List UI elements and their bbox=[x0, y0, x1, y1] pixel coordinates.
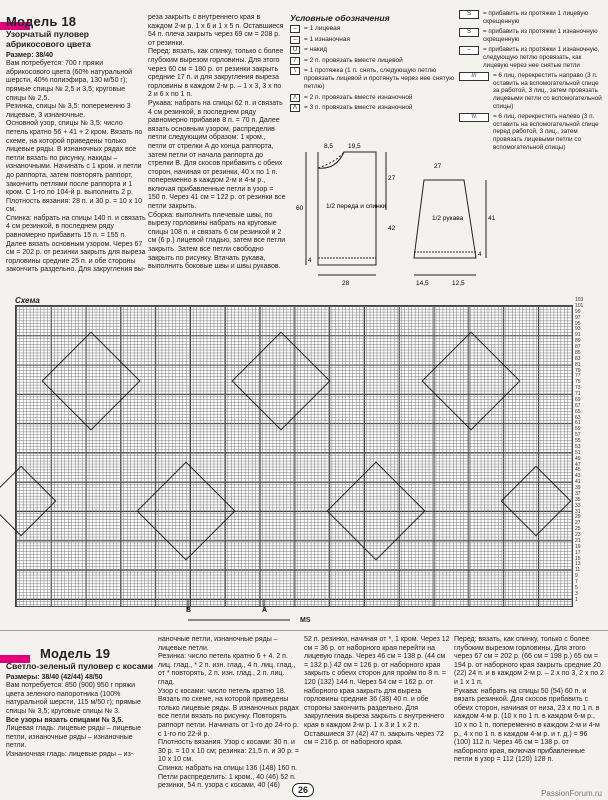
legend-text: = 6 лиц. перекрестить направо (3 п. оставить на вспомогательной спице за работой, 3 лиц., затем провязать лицевыми петли со вспомогательной спицы) bbox=[493, 72, 602, 110]
chart-motif bbox=[42, 332, 141, 431]
chart-row-number: 93 bbox=[575, 326, 581, 333]
chart-row-number: 103 bbox=[575, 297, 584, 303]
chart-row-number: 49 bbox=[575, 455, 581, 462]
model19-back: Спинка: набрать на спицы 136 (148) 160 п. Петли распределить: 1 кром., 40 (46) 52 п. резинки, 54 п. узора с косами, 40 (46) bbox=[158, 764, 297, 790]
model18-main-pattern: Основной узор, спицы № 3,5: число петель кратно 56 + 41 + 2 кром. Вязать по схеме, на которой приведены только лицевые ряды. В изнаночных рядах все петли вязать по рисунку, накиды – изнаночными. Начинать с 1 кром. и петли до раппорта, затем повторять раппорт, закончить петлями после раппорта и 1 кром. С 1-го по 104-й р. выполнить 2 р. bbox=[6, 120, 143, 197]
chart-row-number: 57 bbox=[575, 432, 581, 439]
model19-reverse-cont: наночные петли, изнаночные ряды – лицевые петли. bbox=[158, 636, 278, 652]
model19-sizes: Размеры: 38/40 (42/44) 48/50 bbox=[6, 673, 103, 681]
dim-shoulder: 8,5 bbox=[324, 143, 334, 150]
dim-sleeve-cuff: 14,5 bbox=[416, 280, 429, 287]
dim-width: 28 bbox=[342, 280, 350, 287]
dim-sleeve-rib: 4 bbox=[478, 252, 482, 258]
legend-item bbox=[290, 46, 455, 54]
knitting-chart-grid bbox=[15, 305, 573, 607]
legend-item bbox=[290, 67, 455, 91]
chart-row-number: 9 bbox=[575, 573, 578, 580]
dim-sleeve-half: 12,5 bbox=[452, 280, 465, 287]
chart-row-number: 5 bbox=[575, 584, 578, 591]
rapport-bracket bbox=[180, 600, 300, 630]
chart-row-number: 29 bbox=[575, 514, 581, 521]
chart-row-number: 11 bbox=[575, 567, 581, 574]
model18-gauge: Плотность вязания: 28 п. и 30 р. = 10 х 10 см. bbox=[6, 197, 142, 214]
model19-column-3 bbox=[304, 636, 450, 748]
model18-title: Модель 18 bbox=[6, 14, 77, 29]
purl-symbol-icon: – bbox=[290, 36, 300, 44]
legend-text: = 6 лиц. перекрестить налево (3 п. оставить на вспомогательной спице перед работой, 3 лиц., затем провязать лицевыми петли со вспомогательной спицы) bbox=[493, 113, 599, 151]
increase-slip-icon: – bbox=[459, 46, 479, 55]
chart-row-number: 55 bbox=[575, 438, 581, 444]
p3tog-symbol-icon: Λ bbox=[290, 104, 300, 112]
chart-row-number: 41 bbox=[575, 479, 581, 486]
model18-column-1 bbox=[6, 14, 146, 275]
chart-row-numbers bbox=[575, 298, 603, 608]
p2tog-symbol-icon: /\ bbox=[290, 94, 300, 102]
model19-needles: Все узоры вязать спицами № 3,5. bbox=[6, 716, 124, 724]
legend-text: = прибавить из протяжки 1 изнаночную скрещенную bbox=[483, 28, 598, 43]
chart-row-number: 79 bbox=[575, 367, 581, 374]
watermark: PassionForum.ru bbox=[541, 789, 602, 798]
legend-item bbox=[290, 104, 455, 112]
chart-motif bbox=[137, 462, 236, 561]
legend-text: = 2 п. провязать вместе изнаночной bbox=[304, 93, 413, 101]
model18-back-cont: реза закрыть с внутреннего края в каждом 2-м р. 1 х 6 и 1 х 5 п. Оставшиеся 54 п. плеча закрыть через 69 см = 208 р. от резинки. bbox=[148, 14, 284, 47]
legend-item bbox=[290, 36, 455, 44]
increase-knit-icon: S bbox=[459, 10, 479, 19]
chart-row-number: 45 bbox=[575, 467, 581, 474]
chart-row-number: 37 bbox=[575, 490, 581, 497]
cable-right-icon: /// bbox=[459, 72, 489, 81]
sleeve-label: 1/2 рукава bbox=[432, 215, 464, 222]
model19-materials: Вам потребуется: 850 (900) 950 г пряжи цвета зеленого папоротника (100% натуральной шерсти, 115 м/50 г); прямые спицы № 3,5; круговые спицы № 3. bbox=[6, 682, 141, 715]
chart-row-number: 47 bbox=[575, 461, 581, 468]
model18-assembly: Сборка: выполнить плечевые швы, по вырезу горловины набрать на круговые спицы 108 п. и связать 6 см резинкой и 2 см (6 р.) лицевой гладью, затем все петли закрыть. Затем все петли свободно закрыть по рисунку. Втачать рукава, выполнить боковые швы и швы рукавов. bbox=[148, 211, 286, 271]
model18-subtitle: Узорчатый пуловер абрикосового цвета bbox=[6, 28, 91, 49]
chart-row-number: 39 bbox=[575, 485, 581, 491]
legend-text: = 1 протяжка (1 п. снять, следующую петлю провязать лицевой и протянуть через нее снятую петлю) bbox=[304, 67, 454, 90]
chart-row-number: 71 bbox=[575, 391, 581, 397]
model19-title: Модель 19 bbox=[40, 646, 111, 661]
model19-gauge: Плотность вязания. Узор с косами: 30 п. и 30 р. = 10 х 10 см; резинка: 21,5 п. и 30 р. = 10 х 10 см. bbox=[158, 739, 299, 764]
chart-row-number: 1 bbox=[575, 596, 578, 603]
model18-size: Размер: 38/40 bbox=[6, 51, 54, 59]
legend-item bbox=[290, 57, 455, 65]
chart-row-number: 15 bbox=[575, 555, 581, 562]
model19-rib: Резинка: число петель кратно 6 + 4. 2 п. лиц. глад., * 2 п. изн. глад., 4 п. лиц. глад., от * повторять, 2 п. изн. глад., 2 п. лиц. глад. bbox=[158, 653, 296, 686]
chart-row-number: 35 bbox=[575, 496, 581, 503]
increase-purl-icon: S bbox=[459, 28, 479, 37]
model18-materials: Вам потребуется: 700 г пряжи абрикосового цвета (60% натуральной шерсти, 40% полиэфира, 130 м/50 г); прямые спицы № 2,5 и 3,5; круговые спицы № 2,5. bbox=[6, 60, 133, 102]
model19-sleeves: Рукава: набрать на спицы 50 (54) 60 п. и вязать резинкой. Для скосов прибавить с обеих сторон, начиная от низа, 23 х по 1 п. в каждом 4-м р. (10 х по 1 п. в каждом 6-м р., 10 х по 1 п. попеременно в каждом 2-м и 4-м р., 4 х по 1 п. в каждом 4-м р. и т. д.) = 96 (100) 112 п. Через 46 см = 138 р. от наборного края, включая прибавленные петли в узор = 112 (120) 128 п. bbox=[454, 687, 600, 764]
legend-item bbox=[459, 46, 604, 69]
chart-row-number: 43 bbox=[575, 473, 581, 480]
k2tog-symbol-icon: / bbox=[290, 57, 300, 65]
legend-item bbox=[290, 94, 455, 102]
model19-front: Перед: вязать, как спинку, только с более глубоким вырезом горловины. Для этого через 67 см = 202 р. (66 см = 198 р.) 65 см = 194 р. от наборного края закрыть средние 20 (22) 24 п. и в каждом 2-м р. – 2 х по 3, 2 х по 2 и 1 х 1 п. bbox=[454, 636, 604, 686]
chart-row-number: 17 bbox=[575, 549, 581, 556]
chart-row-number: 21 bbox=[575, 537, 581, 544]
chart-row-number: 33 bbox=[575, 502, 581, 509]
model19-subtitle: Светло-зеленый пуловер с косами bbox=[6, 660, 154, 671]
chart-row-number: 77 bbox=[575, 373, 581, 380]
dim-neck: 19,5 bbox=[348, 143, 361, 150]
yarn-over-symbol-icon: U bbox=[290, 46, 300, 54]
chart-motif bbox=[327, 462, 426, 561]
chart-row-number: 23 bbox=[575, 532, 581, 538]
chart-row-number: 19 bbox=[575, 543, 581, 550]
legend-text: = 1 изнаночная bbox=[304, 35, 351, 43]
chart-row-number: 67 bbox=[575, 402, 581, 409]
chart-row-number: 63 bbox=[575, 414, 581, 421]
legend-text: = прибавить из протяжки 1 лицевую скрещенную bbox=[483, 10, 589, 25]
legend bbox=[290, 14, 455, 115]
chart-row-number: 25 bbox=[575, 526, 581, 533]
model19-cable-pattern: Узор с косами: число петель кратно 18. Вязать по схеме, на которой приведены только лицевые ряды. В изнаночных рядах все петли вязать по рисунку. Повторять раппорт петли. Начинать от 1-го до 24-го р. с 1-го по 22-й р. bbox=[158, 687, 299, 738]
page-number: 26 bbox=[292, 783, 314, 797]
model19-reverse: Изнаночная гладь: лицевые ряды – из- bbox=[6, 750, 134, 758]
chart-row-number: 75 bbox=[575, 379, 581, 386]
model18-back: Спинка: набрать на спицы 140 п. и связать 4 см резинкой, в последнем ряду равномерно прибавить 15 п. = 155 п. Далее вязать основным узором. Через 67 см = 202 р. от резинки закрыть для выреза горловины средние 25 п. и обе стороны закончить раздельно. Для закругления вы- bbox=[6, 214, 146, 274]
legend-item bbox=[459, 72, 604, 110]
model18-rib: Резинка, спицы № 3,5: попеременно 3 лицевые, 3 изнаночные. bbox=[6, 103, 131, 119]
chart-motif bbox=[422, 332, 521, 431]
chart-row-number: 83 bbox=[575, 355, 581, 362]
legend-title: Условные обозначения bbox=[290, 13, 390, 23]
legend-text: = накид bbox=[304, 46, 328, 53]
dim-armhole: 27 bbox=[388, 175, 396, 182]
model19-column-4 bbox=[454, 636, 604, 765]
legend-text: = 2 п. провязать вместе лицевой bbox=[304, 56, 403, 64]
chart-row-number: 61 bbox=[575, 420, 581, 427]
model18-front: Перед: вязать, как спинку, только с более глубоким вырезом горловины. Для этого через 60 см = 180 р. от резинки закрыть средние 17 п. и для закругления выреза горловины в каждом 2-м р. – 1 х 3, 3 х по 2 и 6 х по 1 п. bbox=[148, 48, 284, 99]
legend-text: = 1 лицевая bbox=[304, 25, 341, 32]
chart-marker-b: B bbox=[186, 607, 192, 614]
dim-sleeve-length: 41 bbox=[488, 215, 496, 222]
legend-item bbox=[459, 28, 604, 43]
ssk-symbol-icon: \ bbox=[290, 67, 300, 75]
model19-column-1 bbox=[6, 646, 154, 760]
dim-side: 42 bbox=[388, 225, 396, 232]
chart-row-number: 95 bbox=[575, 320, 581, 327]
chart-row-number: 97 bbox=[575, 314, 581, 321]
chart-row-number: 31 bbox=[575, 508, 581, 515]
model18-column-2 bbox=[148, 14, 286, 272]
schema-label: Схема bbox=[15, 296, 40, 305]
garment-schematic bbox=[296, 140, 596, 290]
dim-rib: 4 bbox=[308, 258, 312, 264]
chart-row-number: 99 bbox=[575, 308, 581, 315]
chart-row-number: 59 bbox=[575, 426, 581, 433]
chart-row-number: 89 bbox=[575, 338, 581, 345]
model18-sleeves: Рукава: набрать на спицы 62 п. и связать 4 см резинкой, в последнем ряду равномерно прибавив 8 п. = 70 п. Далее вязать основным узором, распределив петли следующим образом: 1 кром., петли от стрелки A до конца раппорта, затем петли от начала раппорта до стрелки B. Для скосов прибавить с обеих сторон, начиная от резинки, 40 х по 1 п. попеременно в каждом 2-м и 4-м р., включая прибавленные петли в узор = 150 п. Через 41 см = 122 р. от резинки все петли закрыть. bbox=[148, 99, 286, 211]
legend-text: = 3 п. провязать вместе изнаночной bbox=[304, 104, 413, 111]
chart-row-number: 51 bbox=[575, 449, 581, 456]
front-back-label: 1/2 переда и спинки bbox=[326, 203, 387, 210]
legend-2 bbox=[459, 10, 604, 154]
model19-stockinette: Лицевая гладь: лицевые ряды – лицевые петли, изнаночные ряды – изнаночные петли. bbox=[6, 725, 141, 750]
section-divider bbox=[0, 630, 608, 631]
chart-marker-ms: MS bbox=[300, 617, 311, 624]
chart-motif bbox=[501, 466, 572, 537]
dim-length: 60 bbox=[296, 205, 304, 212]
chart-marker-a: A bbox=[262, 607, 268, 614]
model19-column-2 bbox=[158, 636, 300, 791]
chart-row-number: 81 bbox=[575, 361, 581, 368]
chart-row-number: 53 bbox=[575, 443, 581, 450]
chart-row-number: 3 bbox=[575, 590, 578, 597]
chart-motif bbox=[232, 332, 331, 431]
chart-row-number: 65 bbox=[575, 408, 581, 415]
legend-text: = прибавить из протяжки 1 изнаночную, следующую петлю провязать, как лицевую через нее снятые петли bbox=[483, 46, 600, 69]
chart-row-number: 91 bbox=[575, 332, 581, 339]
chart-row-number: 7 bbox=[575, 579, 578, 585]
chart-motif bbox=[0, 466, 56, 537]
cable-left-icon: \\\ bbox=[459, 113, 489, 122]
chart-row-number: 85 bbox=[575, 349, 581, 356]
knit-symbol-icon: – bbox=[290, 25, 300, 33]
chart-row-number: 73 bbox=[575, 385, 581, 392]
dim-sleeve-top: 27 bbox=[434, 163, 442, 170]
chart-row-number: 13 bbox=[575, 561, 581, 568]
legend-item bbox=[290, 25, 455, 33]
legend-item bbox=[459, 10, 604, 25]
chart-row-number: 69 bbox=[575, 396, 581, 403]
chart-row-number: 87 bbox=[575, 344, 581, 350]
chart-row-number: 27 bbox=[575, 520, 581, 527]
model19-back-cont: 52 п. резинки, начиная от *, 1 кром. Через 12 см = 36 р. от наборного края перейти на лицевую гладь. Через 46 см = 138 р. (44 см = 132 р.) 42 см = 126 р. от наборного края закрыть с обеих сторон для пройм по 8 п. = 120 (132) 144 п. Через 54 см = 162 р. от наборного края закрыть для выреза горловины средние 36 (38) 40 п. и обе стороны закончить раздельно. Для закругления выреза закрыть с внутреннего края в каждом 2-м р. 1 х 3 и 1 х 2 п. Оставшиеся 37 (42) 47 п. закрыть через 72 см = 216 р. от наборного края. bbox=[304, 636, 450, 747]
chart-row-number: 101 bbox=[575, 302, 584, 309]
